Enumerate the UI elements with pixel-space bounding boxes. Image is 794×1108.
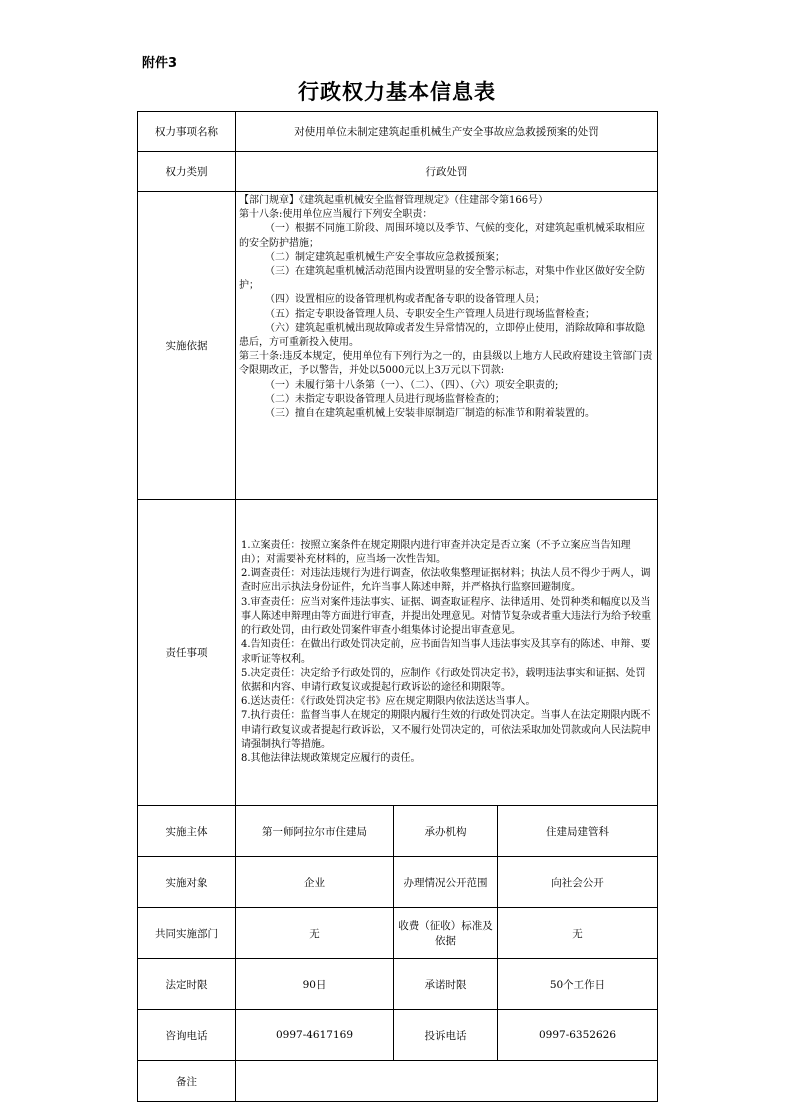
responsibility-line: 2.调查责任：对违法违规行为进行调查，依法收集整理证据材料；执法人员不得少于两人，调查时应出示执法身份证件，允许当事人陈述申辩，并严格执行监察回避制度。 [241,568,651,594]
responsibility-line: 3.审查责任：应当对案件违法事实、证据、调查取证程序、法律适用、处罚种类和幅度以及当事人陈述申辩理由等方面进行审查，并提出处理意见。对情节复杂或者重大违法行为给予较重的行政处罚，由行政处罚案件审查小组集体讨论提出审查意见。 [241,596,651,637]
power-category-value: 行政处罚 [236,152,658,192]
row-phone [138,1010,658,1061]
basis-line: （二）未指定专职设备管理人员进行现场监督检查的； [265,393,505,405]
complaint-phone-value: 0997-6352626 [498,1010,658,1061]
page-title: 行政权力基本信息表 [298,79,496,104]
basis-line: （三）在建筑起重机械活动范围内设置明显的安全警示标志，对集中作业区做好安全防护； [239,266,645,292]
disclosure-scope-label: 办理情况公开范围 [394,857,498,908]
basis-line: 第十八条:使用单位应当履行下列安全职责： [239,209,433,221]
responsibility-line: 8.其他法律法规政策规定应履行的责任。 [241,752,421,764]
promised-time-limit-value: 50个工作日 [498,959,658,1010]
row-subject [138,806,658,857]
joint-dept-value: 无 [236,908,394,959]
legal-time-limit-value: 90日 [236,959,394,1010]
promised-time-limit-label: 承诺时限 [394,959,498,1010]
basis-line: （六）建筑起重机械出现故障或者发生异常情况的，立即停止使用，消除故障和事故隐患后，方可重新投入使用。 [239,322,645,349]
power-category-label: 权力类别 [138,152,236,192]
power-item-value: 对使用单位未制定建筑起重机械生产安全事故应急救援预案的处罚 [236,112,658,152]
row-target [138,857,658,908]
row-power-category [138,152,658,192]
basis-line: 第三十条:违反本规定，使用单位有下列行为之一的，由县级以上地方人民政府建设主管部门责令限期改正，予以警告，并处以5000元以上3万元以下罚款: [239,351,653,377]
responsibility-line: 7.执行责任：监督当事人在规定的期限内履行生效的行政处罚决定。当事人在法定期限内既不申请行政复议或者提起行政诉讼，又不履行处罚决定的，可依法采取加处罚款或向人民法院申请强制执行等措施。 [241,710,651,750]
basis-line: 【部门规章】《建筑起重机械安全监督管理规定》（住建部令第166号） [239,195,549,206]
target-value: 企业 [236,857,394,908]
subject-value: 第一师阿拉尔市住建局 [236,806,394,857]
remarks-label: 备注 [138,1061,236,1102]
attachment-label: 附件3 [142,56,178,71]
basis-line: （四）设置相应的设备管理机构或者配备专职的设备管理人员； [265,294,545,306]
remarks-value [236,1061,658,1102]
basis-line: （一）未履行第十八条第（一）、（二）、（四）、（六）项安全职责的; [265,379,559,391]
handling-org-label: 承办机构 [394,806,498,857]
basis-text [236,192,658,500]
fee-standard-label: 收费（征收）标准及依据 [394,908,498,959]
responsibility-line: 6.送达责任：《行政处罚决定书》应在规定期限内依法送达当事人。 [241,696,536,708]
joint-dept-label: 共同实施部门 [138,908,236,959]
basis-line: （五）指定专职设备管理人员、专职安全生产管理人员进行现场监督检查； [265,308,595,320]
subject-label: 实施主体 [138,806,236,857]
responsibility-line: 5.决定责任：决定给予行政处罚的，应制作《行政处罚决定书》，载明违法事实和证据、处罚依据和内容、申请行政复议或提起行政诉讼的途径和期限等。 [241,667,646,693]
row-joint [138,908,658,959]
complaint-phone-label: 投诉电话 [394,1010,498,1061]
fee-standard-value: 无 [498,908,658,959]
basis-line: （二）制定建筑起重机械生产安全事故应急救援预案； [265,251,505,263]
consult-phone-label: 咨询电话 [138,1010,236,1061]
handling-org-value: 住建局建管科 [498,806,658,857]
consult-phone-value: 0997-4617169 [236,1010,394,1061]
basis-label: 实施依据 [138,192,236,500]
row-remarks [138,1061,658,1102]
responsibility-line: 1.立案责任：按照立案条件在规定期限内进行审查并决定是否立案（不予立案应当告知理由）；对需要补充材料的，应当场一次性告知。 [241,539,631,566]
responsibility-line: 4.告知责任：在做出行政处罚决定前，应书面告知当事人违法事实及其享有的陈述、申辩、要求听证等权利。 [241,639,651,665]
row-power-item [138,112,658,152]
legal-time-limit-label: 法定时限 [138,959,236,1010]
basis-line: （一）根据不同施工阶段、周围环境以及季节、气候的变化，对建筑起重机械采取相应的安全防护措施； [239,223,645,249]
responsibility-label: 责任事项 [138,500,236,806]
row-basis [138,192,658,500]
info-table [137,111,658,1102]
target-label: 实施对象 [138,857,236,908]
disclosure-scope-value: 向社会公开 [498,857,658,908]
basis-line: （三）擅自在建筑起重机械上安装非原制造厂制造的标准节和附着装置的。 [265,408,595,420]
responsibility-text [236,500,658,806]
row-responsibility [138,500,658,806]
row-time-limit [138,959,658,1010]
power-item-label: 权力事项名称 [138,112,236,152]
